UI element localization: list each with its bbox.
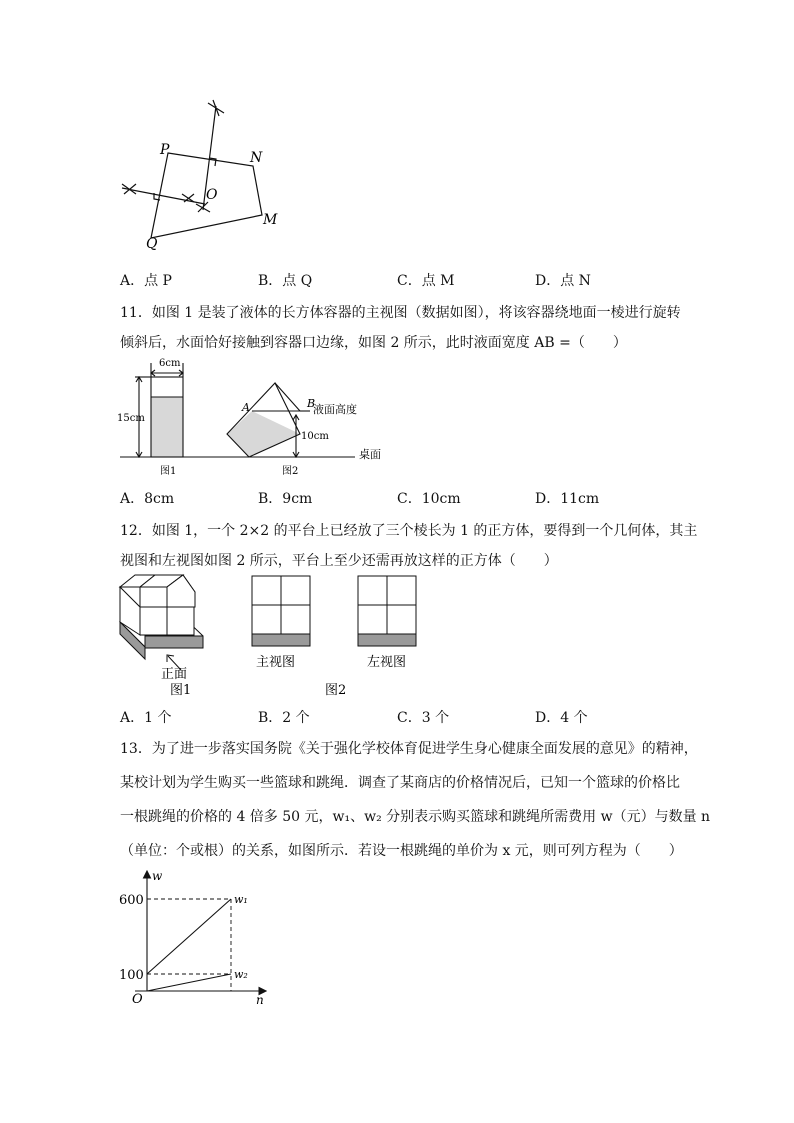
q11-option-a: A．8cm <box>120 491 175 507</box>
tick-600: 600 <box>119 893 144 908</box>
label-o: O <box>206 187 218 203</box>
fig2-caption: 图2 <box>282 466 299 477</box>
q13-line-1: 13．为了进一步落实国务院《关于强化学校体育促进学生身心健康全面发展的意见》的精神， <box>120 741 698 757</box>
q12-option-a: A．1 个 <box>120 710 172 726</box>
w1-label: w₁ <box>234 893 248 906</box>
tick-100: 100 <box>119 968 144 983</box>
height-label: 15cm <box>117 413 145 424</box>
level-label: 10cm <box>301 431 329 442</box>
label-b: B <box>307 397 316 410</box>
width-label: 6cm <box>159 358 181 369</box>
q12-option-c: C．3 个 <box>397 710 450 726</box>
fig1-caption-q12: 图1 <box>170 683 192 698</box>
q10-option-a: A．点 P <box>120 273 172 289</box>
q11-option-b: B．9cm <box>258 491 313 507</box>
label-p: P <box>160 142 170 158</box>
n-axis-label: n <box>256 993 264 1006</box>
left-view-label: 左视图 <box>367 655 407 670</box>
desk-label: 桌面 <box>359 448 381 461</box>
line-w1 <box>147 899 231 974</box>
q13-graph <box>115 866 275 1006</box>
q13-line-2: 某校计划为学生购买一些篮球和跳绳．调查了某商店的价格情况后，已知一个篮球的价格比 <box>120 775 680 791</box>
q10-option-d: D．点 N <box>535 273 591 289</box>
fig1-caption: 图1 <box>160 466 177 477</box>
q12-line-2: 视图和左视图如图 2 所示，平台上至少还需再放这样的正方体（ ） <box>120 553 558 569</box>
q11-line-2: 倾斜后，水面恰好接触到容器口边缘，如图 2 所示，此时液面宽度 AB =（ ） <box>120 335 627 351</box>
q10-figure <box>110 98 280 258</box>
q11-option-d: D．11cm <box>535 491 600 507</box>
q10-option-b: B．点 Q <box>258 273 313 289</box>
fig2-caption-q12: 图2 <box>325 683 347 698</box>
w-axis-label: w <box>152 869 163 883</box>
q13-line-4: （单位：个或根）的关系，如图所示．若设一根跳绳的单价为 x 元，则可列方程为（ ） <box>120 843 683 859</box>
label-m: M <box>263 212 278 228</box>
q12-option-d: D．4 个 <box>535 710 588 726</box>
front-label: 正面 <box>161 667 188 682</box>
origin-label: O <box>132 992 143 1006</box>
q10-option-c: C．点 M <box>397 273 455 289</box>
main-view-label: 主视图 <box>256 655 296 670</box>
line-w2 <box>147 974 231 991</box>
q12-figure <box>115 572 435 700</box>
w2-label: w₂ <box>234 968 248 981</box>
q12-option-b: B．2 个 <box>258 710 310 726</box>
q12-line-1: 12．如图 1，一个 2×2 的平台上已经放了三个棱长为 1 的正方体，要得到一个几何体，其主 <box>120 523 698 539</box>
liquid-height-label: 液面高度 <box>313 403 357 416</box>
label-q: Q <box>146 236 158 252</box>
label-n: N <box>250 150 263 166</box>
q13-line-3: 一根跳绳的价格的 4 倍多 50 元，w₁、w₂ 分别表示购买篮球和跳绳所需费用 w（元）与数量 n <box>120 809 711 825</box>
q11-option-c: C．10cm <box>397 491 461 507</box>
q11-figure <box>115 355 395 480</box>
label-a: A <box>242 401 250 414</box>
q11-line-1: 11．如图 1 是装了液体的长方体容器的主视图（数据如图），将该容器绕地面一棱进行旋转 <box>120 305 681 321</box>
